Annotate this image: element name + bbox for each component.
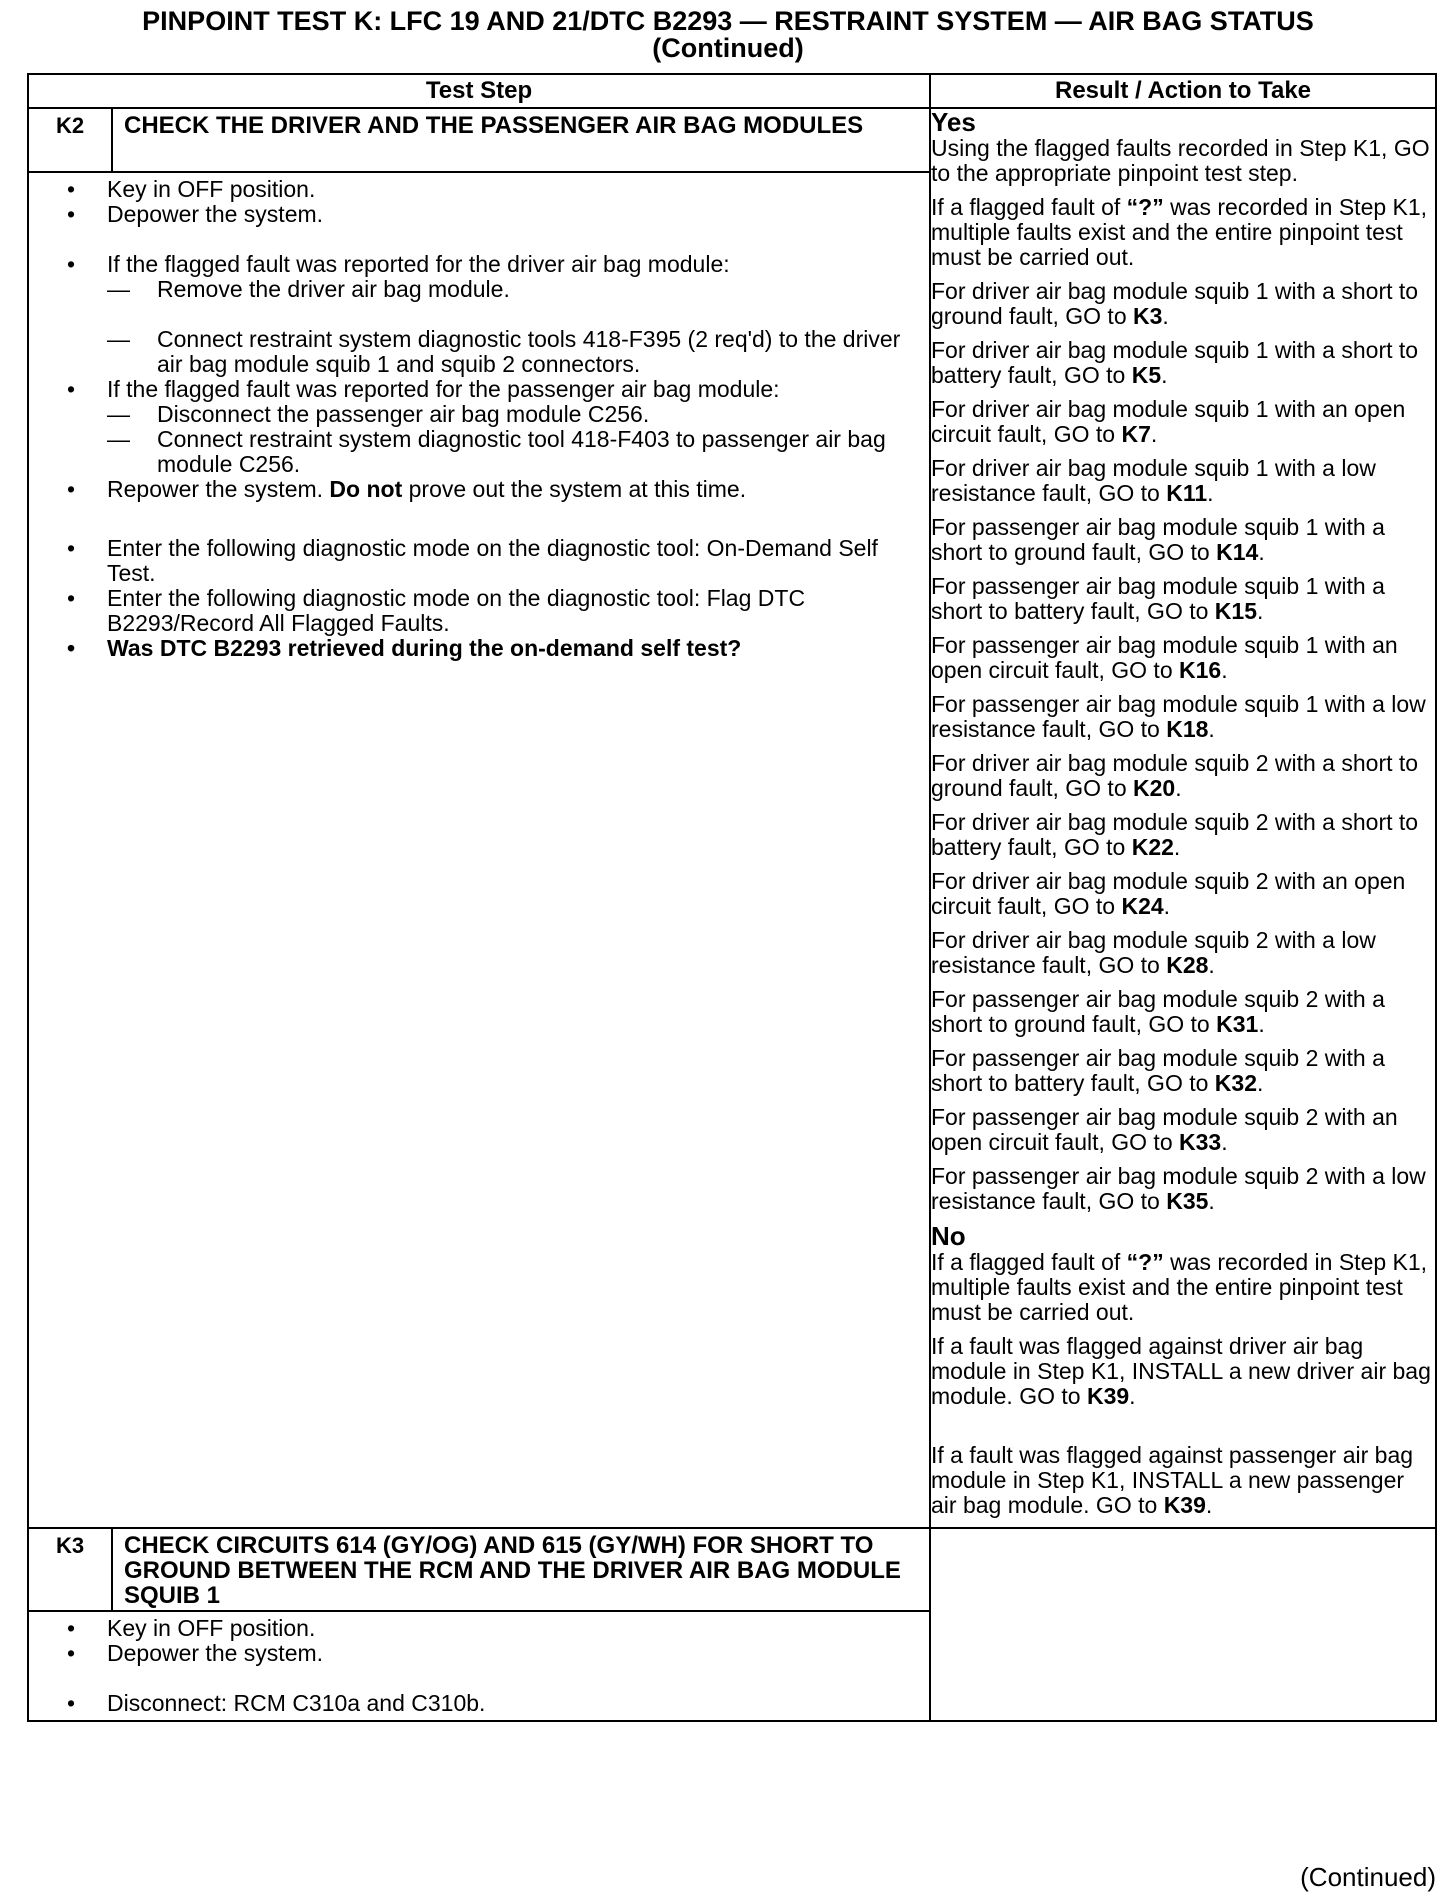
list-item: • Disconnect: RCM C310a and C310b.	[67, 1691, 919, 1716]
no-paragraph-3: If a fault was flagged against passenger air bag module in Step K1, INSTALL a new passenger air bag module. GO to K39.	[931, 1442, 1414, 1518]
go-to-link: K14	[1216, 539, 1259, 565]
go-to-link: K16	[1179, 657, 1222, 683]
result-action-item: For driver air bag module squib 1 with a short to battery fault, GO to K5.	[931, 337, 1419, 388]
go-to-link: K33	[1179, 1129, 1222, 1155]
go-to-link: K24	[1121, 893, 1164, 919]
list-item: • Key in OFF position.	[67, 177, 919, 202]
result-action-item: For passenger air bag module squib 2 with a short to battery fault, GO to K32.	[931, 1045, 1385, 1096]
go-to-link: K20	[1133, 775, 1176, 801]
result-action-item: For passenger air bag module squib 1 with a low resistance fault, GO to K18.	[931, 691, 1426, 742]
step-k3-header-row	[28, 1528, 1436, 1611]
result-action-item: For driver air bag module squib 1 with an open circuit fault, GO to K7.	[931, 396, 1406, 447]
list-item: — Disconnect the passenger air bag module C256.	[107, 402, 919, 427]
no-paragraph-2: If a fault was flagged against driver air bag module in Step K1, INSTALL a new driver air bag module. GO to K39.	[931, 1333, 1431, 1409]
list-item: • Repower the system. Do not prove out the system at this time.	[67, 477, 919, 502]
list-item: • Enter the following diagnostic mode on the diagnostic tool: On-Demand Self Test.	[67, 536, 919, 586]
go-to-link: K39	[1163, 1492, 1206, 1518]
result-action-list	[931, 279, 1435, 1214]
result-action-item: For driver air bag module squib 2 with a short to battery fault, GO to K22.	[931, 809, 1419, 860]
go-to-link: K11	[1166, 480, 1208, 506]
go-to-link: K31	[1216, 1011, 1259, 1037]
go-to-link: K18	[1166, 716, 1209, 742]
result-cell-k3	[930, 1528, 1436, 1721]
result-action-item: For passenger air bag module squib 2 with an open circuit fault, GO to K33.	[931, 1104, 1398, 1155]
step-id-k2: K2	[28, 108, 112, 172]
go-to-link: K39	[1086, 1383, 1130, 1409]
list-item: — Connect restraint system diagnostic tools 418-F395 (2 req'd) to the driver air bag module squib 1 and squib 2 connectors.	[107, 327, 919, 377]
result-action-item: For passenger air bag module squib 1 with a short to battery fault, GO to K15.	[931, 573, 1385, 624]
go-to-link: K5	[1131, 362, 1162, 388]
list-item: • Key in OFF position.	[67, 1616, 919, 1641]
go-to-link: K35	[1166, 1188, 1209, 1214]
result-action-item: For passenger air bag module squib 2 with a short to ground fault, GO to K31.	[931, 986, 1385, 1037]
go-to-link: K7	[1121, 421, 1151, 447]
list-item: — Connect restraint system diagnostic tool 418-F403 to passenger air bag module C256.	[107, 427, 919, 477]
step-body-k3	[28, 1611, 930, 1721]
column-header-result: Result / Action to Take	[930, 74, 1436, 108]
table-header-row	[28, 74, 1436, 108]
go-to-link: K15	[1214, 598, 1257, 624]
no-label: No	[931, 1221, 966, 1251]
no-paragraph-1: If a flagged fault of “?” was recorded in Step K1, multiple faults exist and the entire pinpoint test must be carried out.	[931, 1249, 1428, 1325]
page-title	[0, 8, 1456, 62]
list-item: — Remove the driver air bag module.	[107, 277, 919, 302]
result-action-item: For passenger air bag module squib 1 with a short to ground fault, GO to K14.	[931, 514, 1385, 565]
result-action-item: For driver air bag module squib 2 with a low resistance fault, GO to K28.	[931, 927, 1376, 978]
yes-paragraph-2: If a flagged fault of “?” was recorded in Step K1, multiple faults exist and the entire pinpoint test must be carried out.	[931, 194, 1428, 270]
list-item: • If the flagged fault was reported for the driver air bag module: — Remove the driver air bag module. — Connect restraint system diagnostic tools 418-F395 (2 req'd) to the driver air bag module squib 1 and squib 2 connectors.	[67, 252, 919, 377]
result-action-item: For passenger air bag module squib 2 with a low resistance fault, GO to K35.	[931, 1163, 1426, 1214]
list-item: • If the flagged fault was reported for the passenger air bag module: — Disconnect the passenger air bag module C256. — Connect restraint system diagnostic tool 418-F403 to passenger air bag module C256.	[67, 377, 919, 477]
step-title-k2: CHECK THE DRIVER AND THE PASSENGER AIR BAG MODULES	[112, 108, 930, 172]
result-action-item: For driver air bag module squib 2 with a short to ground fault, GO to K20.	[931, 750, 1419, 801]
go-to-link: K3	[1133, 303, 1163, 329]
go-to-link: K28	[1166, 952, 1209, 978]
step-body-k2	[28, 172, 930, 1528]
result-action-item: For driver air bag module squib 2 with an open circuit fault, GO to K24.	[931, 868, 1406, 919]
pinpoint-test-table	[27, 73, 1437, 1722]
step-k2-header-row	[28, 108, 1436, 172]
list-item: • Depower the system.	[67, 202, 919, 227]
go-to-link: K22	[1131, 834, 1174, 860]
list-item: • Enter the following diagnostic mode on the diagnostic tool: Flag DTC B2293/Record All Flagged Faults.	[67, 586, 919, 636]
result-action-item: For passenger air bag module squib 1 with an open circuit fault, GO to K16.	[931, 632, 1398, 683]
go-to-link: K32	[1214, 1070, 1257, 1096]
continued-footer: (Continued)	[1300, 1862, 1436, 1892]
list-item: • Was DTC B2293 retrieved during the on-demand self test?	[67, 636, 919, 661]
step-id-k3: K3	[28, 1528, 112, 1611]
result-action-item: For driver air bag module squib 1 with a low resistance fault, GO to K11.	[931, 455, 1376, 506]
yes-paragraph-1: Using the flagged faults recorded in Step K1, GO to the appropriate pinpoint test step.	[931, 135, 1430, 186]
result-cell-k2	[930, 108, 1436, 1528]
list-item: • Depower the system.	[67, 1641, 919, 1666]
page-title-line-1: PINPOINT TEST K: LFC 19 AND 21/DTC B2293 — RESTRAINT SYSTEM — AIR BAG STATUS	[142, 6, 1314, 36]
yes-label: Yes	[931, 107, 976, 137]
result-action-item: For driver air bag module squib 1 with a short to ground fault, GO to K3.	[931, 278, 1419, 329]
column-header-test-step: Test Step	[28, 74, 930, 108]
page-title-line-2: (Continued)	[652, 33, 804, 63]
step-title-k3: CHECK CIRCUITS 614 (GY/OG) AND 615 (GY/WH) FOR SHORT TO GROUND BETWEEN THE RCM AND THE DRIVER AIR BAG MODULE SQUIB 1	[112, 1528, 930, 1611]
